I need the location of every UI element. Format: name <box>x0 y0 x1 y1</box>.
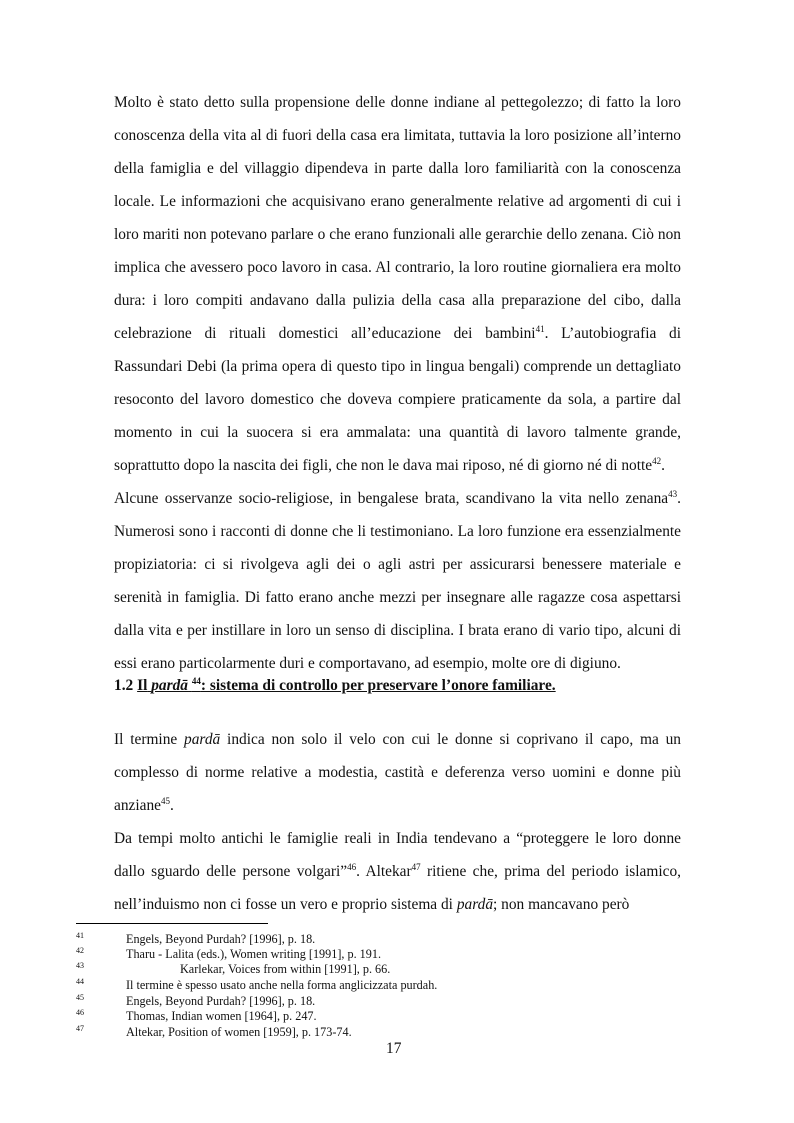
section-heading <box>114 669 681 702</box>
paragraph-3-text-b: indica non solo il velo con cui le donne si coprivano il capo, ma un complesso di norme relative a modestia, castità e deferenza verso uomini e donne più anziane <box>114 731 681 814</box>
footnote-text: Engels, Beyond Purdah? [1996], p. 18. <box>126 994 316 1008</box>
heading-il: Il <box>137 677 148 694</box>
page-number: 17 <box>386 1040 402 1057</box>
paragraph-1-text-b: . L’autobiografia di Rassundari Debi (la prima opera di questo tipo in lingua bengali) comprende un dettagliato resoconto del lavoro domestico che doveva compiere praticamente da sola, a partire dal momento in cui la suocera si era ammalata: una quantità di lavoro talmente grande, soprattutto dopo la nascita dei figli, che non le dava mai riposo, né di giorno né di notte <box>114 325 681 474</box>
footnote-ref-44[interactable]: 44 <box>191 675 201 686</box>
paragraph-4-text-a: Da tempi molto antichi le famiglie reali in India tendevano a “proteggere le loro donne dallo sguardo delle persone volgari” <box>114 830 681 880</box>
paragraph-2-text-b: . Numerosi sono i racconti di donne che li testimoniano. La loro funzione era essenzialmente propiziatoria: ci si rivolgeva agli dei o agli astri per assicurarsi benessere materiale e serenità in famiglia. Di fatto erano anche mezzi per insegnare alle ragazze cosa aspettarsi dalla vita e per instillare in loro un senso di disciplina. I brata erano di vario tipo, alcuni di essi erano particolarmente duri e comportavano, ad esempio, molte ore di digiuno. <box>114 490 681 672</box>
footnote-number: 41 <box>76 931 84 940</box>
footnote-ref-45[interactable]: 45 <box>161 795 170 806</box>
paragraph-3-term: pardā <box>184 731 221 748</box>
footnote-ref-47[interactable]: 47 <box>411 861 421 872</box>
paragraph-1-text-a: Molto è stato detto sulla propensione delle donne indiane al pettegolezzo; di fatto la loro conoscenza della vita al di fuori della casa era limitata, tuttavia la loro posizione all’interno della famiglia e del villaggio dipendeva in parte dalla loro familiarità con la conoscenza locale. Le informazioni che acquisivano erano generalmente relative ad argomenti di cui i loro mariti non potevano parlare o che erano funzionali alle gerarchie dello zenana. Ciò non implica che avessero poco lavoro in casa. Al contrario, la loro routine giornaliera era molto dura: i loro compiti andavano dalla pulizia della casa alla preparazione del cibo, dalla celebrazione di rituali domestici all’educazione dei bambini <box>114 94 681 342</box>
body-text-upper <box>114 86 681 680</box>
footnote-text: Karlekar, Voices from within [1991], p. 66. <box>180 962 391 976</box>
paragraph-3-text-c: . <box>170 797 174 814</box>
paragraph-3-text-a: Il termine <box>114 731 185 748</box>
footnote-text: Altekar, Position of women [1959], p. 173-74. <box>126 1025 352 1039</box>
paragraph-4-text-c: ritiene che, prima del periodo islamico, nell’induismo non ci fosse un vero e proprio sistema di <box>114 863 682 913</box>
footnote-ref-43[interactable]: 43 <box>668 488 678 499</box>
footnote-separator <box>76 923 268 924</box>
paragraph-4-term: pardā <box>456 896 494 913</box>
paragraph-4 <box>114 822 681 921</box>
footnote-number: 46 <box>76 1008 84 1017</box>
footnote-number: 42 <box>76 946 84 955</box>
paragraph-2-text-a: Alcune osservanze socio-religiose, in bengalese brata, scandivano la vita nello zenana <box>114 490 669 507</box>
footnote-ref-46[interactable]: 46 <box>347 861 357 872</box>
footnote-text: Thomas, Indian women [1964], p. 247. <box>126 1009 317 1023</box>
paragraph-1 <box>114 86 681 482</box>
paragraph-4-text-b: . Altekar <box>356 863 412 880</box>
paragraph-2 <box>114 482 681 680</box>
heading-term: pardā <box>151 677 189 694</box>
footnote-number: 44 <box>76 977 84 986</box>
footnote-ref-41[interactable]: 41 <box>535 323 545 334</box>
footnote-text: Engels, Beyond Purdah? [1996], p. 18. <box>126 932 316 946</box>
footnote-ref-42[interactable]: 42 <box>652 455 662 466</box>
footnote-number: 47 <box>76 1024 84 1033</box>
paragraph-4-text-d: ; non mancavano però <box>493 896 630 913</box>
footnote-text: Il termine è spesso usato anche nella forma anglicizzata purdah. <box>126 978 438 992</box>
footnote-number: 45 <box>76 993 84 1002</box>
section-number: 1.2 <box>114 677 134 694</box>
paragraph-3 <box>114 723 681 822</box>
body-text-lower <box>114 723 681 921</box>
heading-rest: : sistema di controllo per preservare l’onore familiare. <box>200 677 556 694</box>
footnote-text: Tharu - Lalita (eds.), Women writing [1991], p. 191. <box>126 947 382 961</box>
footnote-number: 43 <box>76 961 84 970</box>
paragraph-1-text-c: . <box>661 457 665 474</box>
